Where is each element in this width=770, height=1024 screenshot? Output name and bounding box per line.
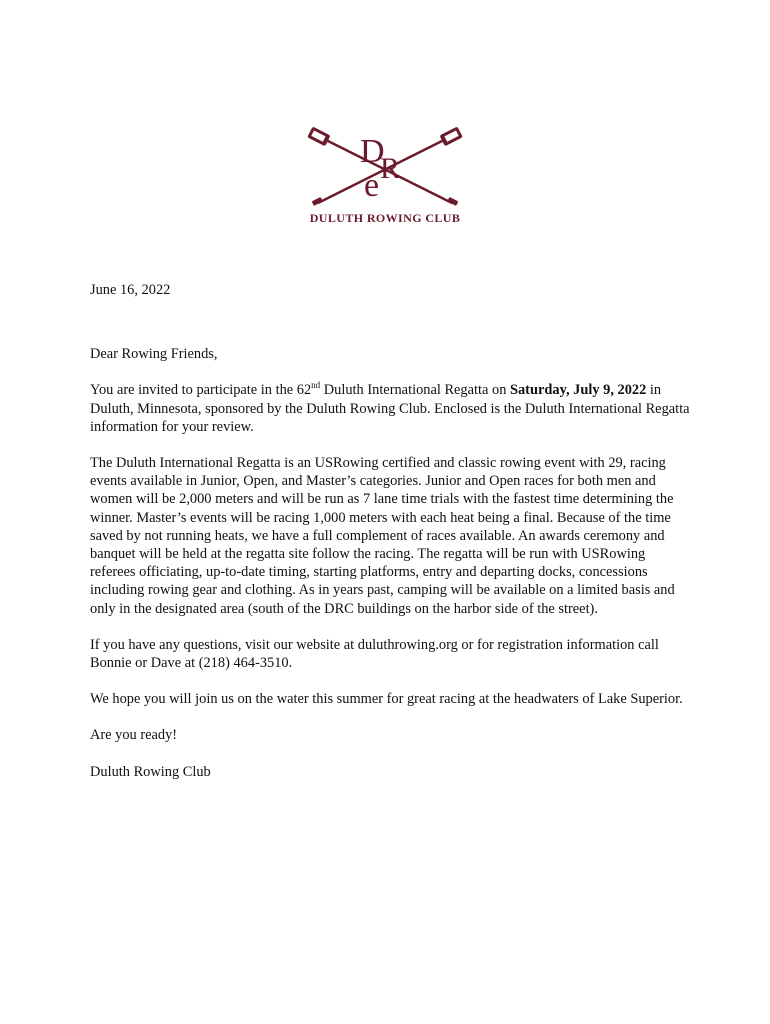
monogram-r: R	[380, 152, 401, 185]
monogram-c: e	[364, 167, 380, 204]
oar-handle-right	[447, 197, 458, 206]
letter-body	[90, 281, 690, 781]
letter-date: June 16, 2022	[90, 282, 171, 298]
oar-blade-top-right	[439, 126, 462, 146]
invitation-text-a: You are invited to participate in the 62	[90, 382, 312, 399]
paragraph-contact: If you have any questions, visit our website at duluthrowing.org or for registration information call Bonnie or Dave at (218) 464-3510.	[90, 636, 659, 672]
oar-blade-top-left	[307, 126, 330, 146]
ordinal-suffix: nd	[311, 380, 321, 391]
regatta-date: Saturday, July 9, 2022	[509, 382, 647, 399]
paragraph-invitation-close: We hope you will join us on the water this summer for great racing at the headwaters of Lake Superior.	[90, 691, 683, 708]
crossed-oars-logo-icon	[300, 120, 470, 230]
invitation-text-b: Duluth International Regatta on	[320, 382, 510, 399]
salutation: Dear Rowing Friends,	[90, 346, 218, 363]
club-name: DULUTH ROWING CLUB	[309, 211, 461, 225]
drc-logo	[300, 120, 470, 230]
monogram-d: D	[360, 133, 385, 170]
oar-handle-left	[312, 197, 323, 206]
paragraph-regatta-details: The Duluth International Regatta is an USRowing certified and classic rowing event with 29, racing events available in Junior, Open, and Master’s categories. Junior and Open races for both men and women will be 2,000 meters and will be run as 7 lane time trials with the fastest time determining the winner. Master’s events will be racing 1,000 meters with each heat being a final. Because of the time saved by not running heats, we have a full complement of races available. An awards ceremony and banquet will be held at the regatta site follow the racing. The regatta will be run with USRowing referees officiating, up-to-date timing, starting platforms, entry and departing docks, concessions including rowing gear and clothing. As in years past, camping will be available on a limited basis and only in the designated area (south of the DRC buildings on the harbor side of the street).	[90, 455, 675, 617]
paragraph-invitation	[90, 381, 690, 436]
closing-line: Are you ready!	[90, 727, 178, 744]
signature: Duluth Rowing Club	[90, 763, 211, 780]
invitation-text-c: in Duluth, Minnesota, sponsored by the Duluth Rowing Club. Enclosed is the Duluth International Regatta information for your review.	[90, 382, 690, 435]
